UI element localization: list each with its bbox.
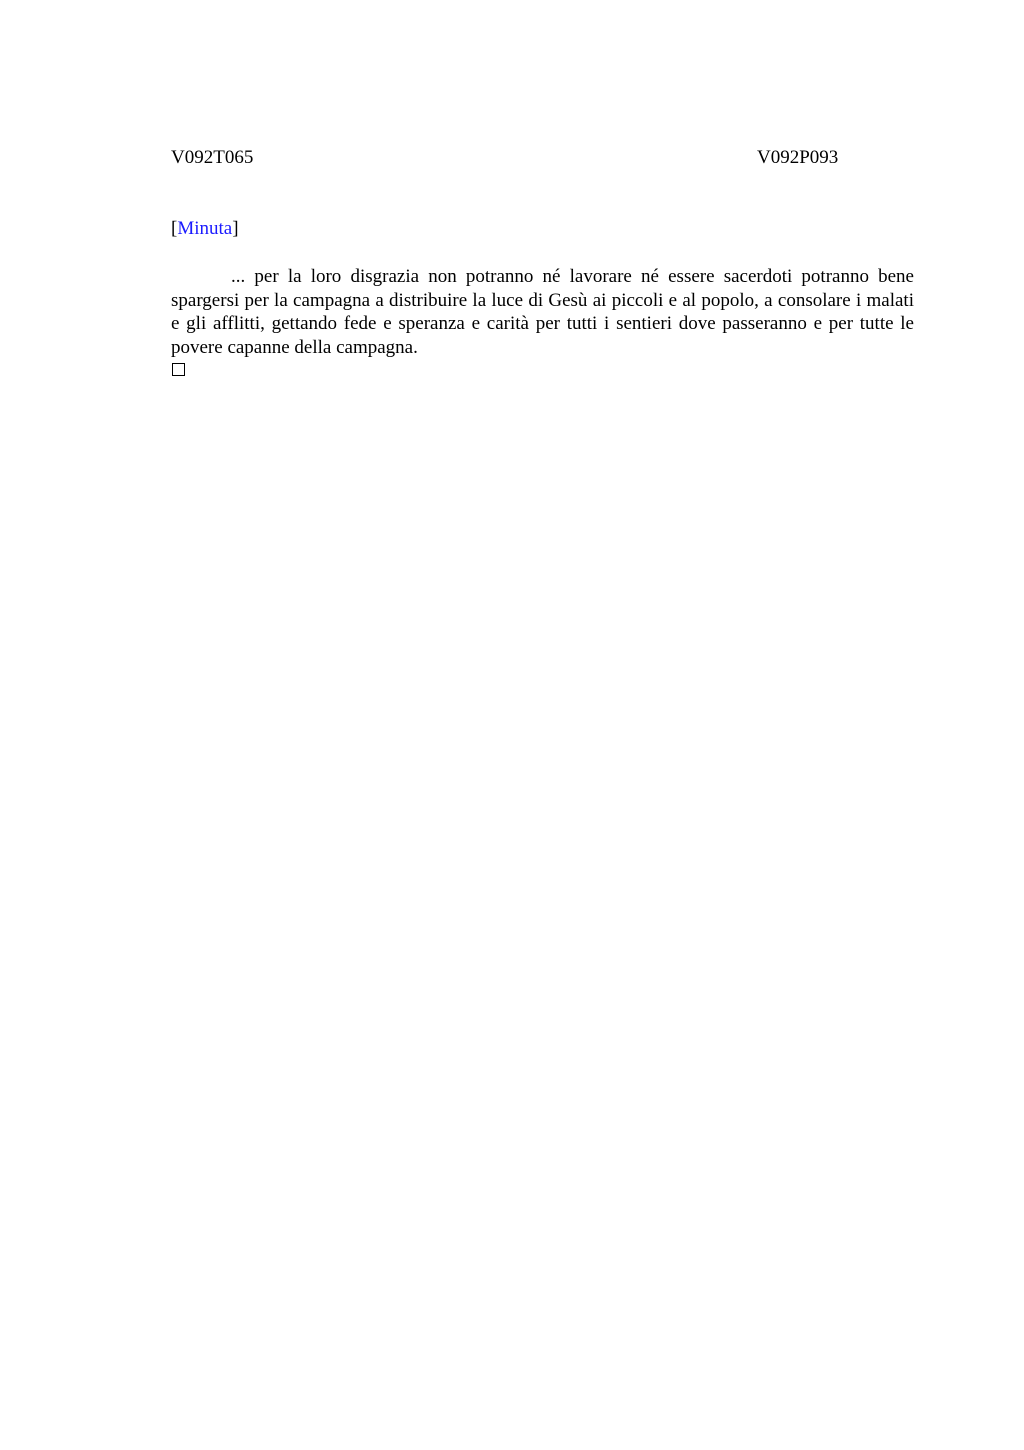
document-code-left: V092T065 [171, 147, 254, 168]
empty-square-icon [172, 363, 185, 376]
open-bracket: [ [171, 218, 178, 239]
close-bracket: ] [232, 218, 239, 239]
document-type-link[interactable]: Minuta [177, 218, 233, 239]
document-type-label [171, 217, 239, 241]
body-paragraph: ... per la loro disgrazia non potranno né lavorare né essere sacerdoti potranno bene spargersi per la campagna a distribuire la luce di Gesù ai piccoli e al popolo, a consolare i malati e gli afflitti, gettando fede e speranza e carità per tutti i sentieri dove passeranno e per tutte le povere capanne della campagna. [171, 266, 914, 359]
document-code-right: V092P093 [757, 147, 839, 168]
